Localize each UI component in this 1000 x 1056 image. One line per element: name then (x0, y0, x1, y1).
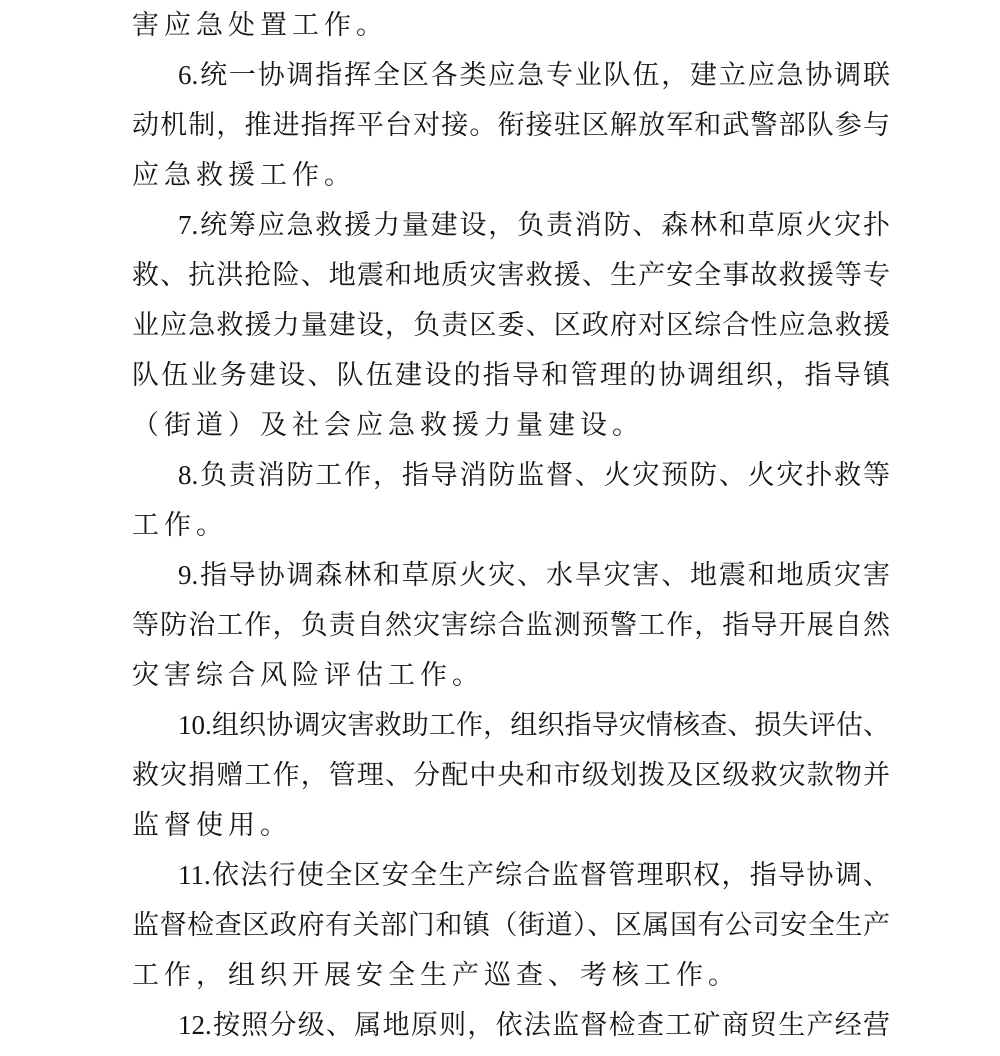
text-line: 监督检查区政府有关部门和镇（街道）、区属国有公司安全生产 (132, 910, 890, 940)
text-line: 工作。 (132, 510, 228, 540)
numbered-item-first-line: 9.指导协调森林和草原火灾、水旱灾害、地震和地质灾害 (178, 560, 890, 590)
text-line: 等防治工作，负责自然灾害综合监测预警工作，指导开展自然 (132, 610, 890, 640)
text-line: 监督使用。 (132, 810, 292, 840)
text-line: 救灾捐赠工作，管理、分配中央和市级划拨及区级救灾款物并 (132, 760, 890, 790)
text-line: 动机制，推进指挥平台对接。衔接驻区解放军和武警部队参与 (132, 110, 890, 140)
numbered-item-first-line: 8.负责消防工作，指导消防监督、火灾预防、火灾扑救等 (178, 460, 890, 490)
numbered-item-first-line: 12.按照分级、属地原则，依法监督检查工矿商贸生产经营 (178, 1010, 890, 1040)
text-line: 害应急处置工作。 (132, 10, 388, 40)
text-line: 应急救援工作。 (132, 160, 356, 190)
text-line: 灾害综合风险评估工作。 (132, 660, 484, 690)
text-line: 工作，组织开展安全生产巡查、考核工作。 (132, 960, 740, 990)
numbered-item-first-line: 6.统一协调指挥全区各类应急专业队伍，建立应急协调联 (178, 60, 890, 90)
text-line: 救、抗洪抢险、地震和地质灾害救援、生产安全事故救援等专 (132, 260, 890, 290)
text-line: 队伍业务建设、队伍建设的指导和管理的协调组织，指导镇 (132, 360, 890, 390)
numbered-item-first-line: 10.组织协调灾害救助工作，组织指导灾情核查、损失评估、 (178, 710, 890, 740)
numbered-item-first-line: 11.依法行使全区安全生产综合监督管理职权，指导协调、 (178, 860, 890, 890)
document-text-block (132, 0, 890, 1050)
text-line: （街道）及社会应急救援力量建设。 (132, 410, 644, 440)
text-line: 业应急救援力量建设，负责区委、区政府对区综合性应急救援 (132, 310, 890, 340)
numbered-item-first-line: 7.统筹应急救援力量建设，负责消防、森林和草原火灾扑 (178, 210, 890, 240)
